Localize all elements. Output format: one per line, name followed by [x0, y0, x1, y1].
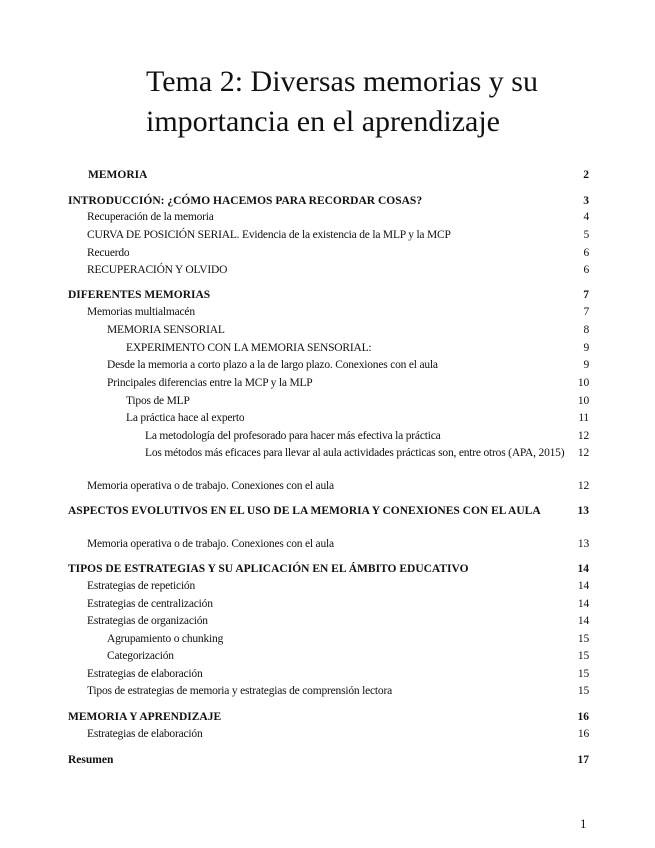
toc-entry-page: 17 — [577, 754, 589, 766]
toc-entry-page: 13 — [577, 538, 589, 550]
toc-entry-label: Agrupamiento o chunking — [107, 633, 224, 645]
toc-entry[interactable] — [68, 631, 589, 647]
toc-entry-page: 15 — [577, 650, 589, 662]
toc-entry-label: CURVA DE POSICIÓN SERIAL. Evidencia de la existencia de la MLP y la MCP — [87, 229, 451, 241]
toc-entry-page: 7 — [583, 289, 589, 301]
toc-entry[interactable] — [68, 410, 589, 426]
toc-entry-page: 12 — [577, 480, 589, 492]
toc-entry[interactable] — [68, 167, 589, 183]
toc-entry-page: 12 — [577, 447, 589, 459]
document-title: Tema 2: Diversas memorias y su importancia en el aprendizaje — [146, 65, 538, 138]
toc-entry[interactable] — [68, 709, 589, 725]
toc-entry-label: La práctica hace al experto — [126, 412, 245, 424]
toc-entry-label: Los métodos más eficaces para llevar al aula actividades prácticas son, entre otros (APA, 2015) — [145, 447, 565, 459]
toc-entry[interactable] — [68, 536, 589, 552]
toc-entry[interactable] — [68, 428, 589, 444]
toc-entry-label: Estrategias de elaboración — [87, 728, 203, 740]
toc-entry[interactable] — [68, 752, 589, 768]
toc-entry-label: Estrategias de repetición — [87, 580, 196, 592]
toc-entry-label: Recuperación de la memoria — [87, 211, 214, 223]
toc-entry-label: EXPERIMENTO CON LA MEMORIA SENSORIAL: — [126, 342, 372, 354]
toc-entry[interactable] — [68, 322, 589, 338]
toc-entry-page: 7 — [583, 306, 589, 318]
toc-entry-page: 8 — [583, 324, 589, 336]
toc-entry-label: Principales diferencias entre la MCP y la MLP — [107, 377, 313, 389]
toc-entry-page: 12 — [577, 430, 589, 442]
toc-entry-label: Tipos de MLP — [126, 395, 190, 407]
toc-entry-label: MEMORIA Y APRENDIZAJE — [68, 711, 222, 723]
toc-entry-page: 14 — [577, 615, 589, 627]
toc-entry[interactable] — [68, 596, 589, 612]
toc-entry-page: 6 — [583, 264, 589, 276]
toc-entry-page: 16 — [577, 728, 589, 740]
toc-entry-page: 10 — [577, 377, 589, 389]
toc-entry[interactable] — [68, 245, 589, 261]
toc-entry-page: 2 — [583, 169, 589, 181]
toc-entry-page: 5 — [583, 229, 589, 241]
toc-entry[interactable] — [68, 578, 589, 594]
toc-entry-label: Estrategias de organización — [87, 615, 208, 627]
toc-entry-page: 15 — [577, 685, 589, 697]
toc-entry-label: ASPECTOS EVOLUTIVOS EN EL USO DE LA MEMORIA Y CONEXIONES CON EL AULA — [68, 505, 541, 517]
toc-entry-label: MEMORIA SENSORIAL — [107, 324, 225, 336]
toc-entry-page: 10 — [577, 395, 589, 407]
toc-entry-label: Categorización — [107, 650, 174, 662]
toc-entry-label: Memorias multialmacén — [87, 306, 195, 318]
toc-entry-page: 15 — [577, 633, 589, 645]
toc-entry-label: Estrategias de elaboración — [87, 668, 203, 680]
toc-entry-page: 11 — [578, 412, 589, 424]
toc-entry-page: 16 — [577, 711, 589, 723]
toc-entry[interactable] — [68, 227, 589, 243]
toc-entry-label: DIFERENTES MEMORIAS — [68, 289, 211, 301]
toc-entry-page: 9 — [583, 359, 589, 371]
toc-entry[interactable] — [68, 683, 589, 699]
toc-entry[interactable] — [68, 209, 589, 225]
toc-entry[interactable] — [68, 613, 589, 629]
toc-entry-label: La metodología del profesorado para hacer más efectiva la práctica — [145, 430, 441, 442]
toc-entry-label: RECUPERACIÓN Y OLVIDO — [87, 264, 228, 276]
toc-entry[interactable] — [68, 262, 589, 278]
toc-entry-page: 3 — [583, 195, 589, 207]
toc-entry-page: 6 — [583, 247, 589, 259]
toc-entry-page: 4 — [583, 211, 589, 223]
toc-entry[interactable] — [68, 648, 589, 664]
toc-entry[interactable] — [68, 357, 589, 373]
toc-entry[interactable] — [68, 478, 589, 494]
toc-entry-label: TIPOS DE ESTRATEGIAS Y SU APLICACIÓN EN EL ÁMBITO EDUCATIVO — [68, 563, 469, 575]
toc-entry[interactable] — [68, 340, 589, 356]
toc-entry[interactable] — [68, 287, 589, 303]
toc-entry-label: Tipos de estrategias de memoria y estrategias de comprensión lectora — [87, 685, 393, 697]
toc-entry-page: 13 — [577, 505, 589, 517]
toc-entry-label: Memoria operativa o de trabajo. Conexiones con el aula — [87, 480, 334, 492]
toc-entry[interactable] — [68, 393, 589, 409]
toc-entry-label: Desde la memoria a corto plazo a la de largo plazo. Conexiones con el aula — [107, 359, 438, 371]
page-number: 1 — [580, 816, 587, 831]
toc-entry[interactable] — [68, 304, 589, 320]
toc-entry[interactable] — [68, 666, 589, 682]
toc-entry[interactable] — [68, 503, 589, 519]
toc-entry-page: 14 — [577, 598, 589, 610]
toc-entry-label: Resumen — [68, 754, 114, 766]
toc-entry-label: Estrategias de centralización — [87, 598, 213, 610]
toc-entry-label: Recuerdo — [87, 247, 130, 259]
toc-entry[interactable] — [68, 445, 589, 461]
toc-entry[interactable] — [68, 375, 589, 391]
toc-entry[interactable] — [68, 561, 589, 577]
toc-entry[interactable] — [68, 193, 589, 209]
toc-entry[interactable] — [68, 726, 589, 742]
toc-entry-label: Memoria operativa o de trabajo. Conexiones con el aula — [87, 538, 334, 550]
toc-entry-page: 15 — [577, 668, 589, 680]
toc-entry-page: 14 — [577, 563, 589, 575]
toc-entry-label: MEMORIA — [88, 169, 148, 181]
toc-entry-page: 14 — [577, 580, 589, 592]
toc-entry-page: 9 — [583, 342, 589, 354]
toc-entry-label: INTRODUCCIÓN: ¿CÓMO HACEMOS PARA RECORDAR COSAS? — [68, 195, 423, 207]
